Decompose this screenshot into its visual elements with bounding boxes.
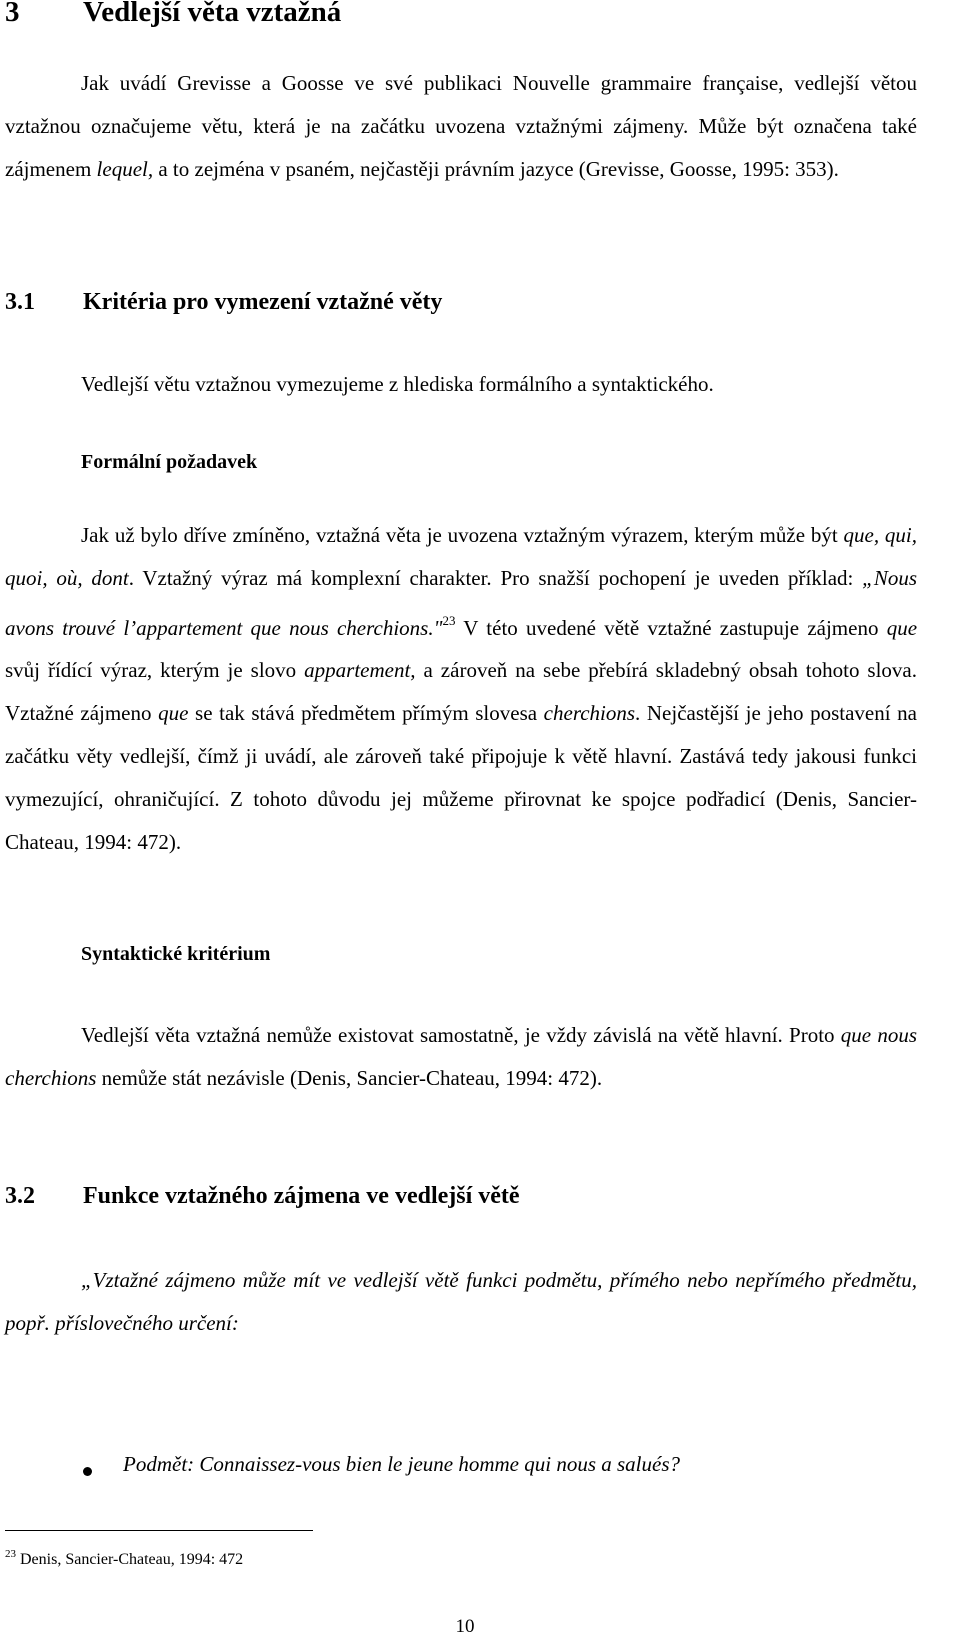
chapter-title: Vedlejší věta vztažná (83, 0, 342, 28)
section-number: 3.1 (5, 289, 35, 315)
formal-paragraph: Jak už bylo dříve zmíněno, vztažná věta je uvozena vztažným výrazem, kterým může být que, qui, quoi, où, dont. Vztažný výraz má komplexní charakter. Pro snažší pochopení je uveden příklad: „Nous avons trouvé l’appartement que nous cherchions."$^{23}$ V této uvedené větě vztažné zastupuje zájmeno que svůj řídící výraz, kterým je slovo appartement, a zároveň na sebe přebírá skladebný obsah tohoto slova. Vztažné zájmeno que se tak stává předmětem přímým slovesa cherchions. Nejčastější je jeho postavení na začátku věty vedlejší, čímž ji uvádí, ale zároveň také připojuje k větě hlavní. Zastává tedy jakousi funkci vymezující, ohraničující. Z tohoto důvodu jej můžeme přirovnat ke spojce podřadicí (Denis, Sancier-Chateau, 1994: 472). (5, 523, 918, 854)
chapter-heading (5, 0, 341, 29)
bullet-icon (83, 1467, 92, 1476)
bullet-item: Podmět: Connaissez-vous bien le jeune homme qui nous a salués? (123, 1452, 681, 1476)
section-title: Funkce vztažného zájmena ve vedlejší větě (83, 1183, 520, 1209)
section-number: 3.2 (5, 1183, 35, 1209)
example-quote: „Nous avons trouvé l’appartement que nous cherchions." (5, 565, 917, 640)
page-number: 10 (455, 1616, 475, 1637)
formal-heading: Formální požadavek (81, 451, 258, 473)
section-title: Kritéria pro vymezení vztažné věty (83, 289, 443, 315)
section-3-2-intro: „Vztažné zájmeno může mít ve vedlejší větě funkci podmětu, přímého nebo nepřímého předmětu, popř. příslovečného určení: (5, 1268, 917, 1335)
section-3-1-lead: Vedlejší větu vztažnou vymezujeme z hlediska formálního a syntaktického. (81, 372, 714, 396)
chapter-number: 3 (5, 0, 20, 28)
footnote-separator (5, 1530, 313, 1531)
footnote (5, 1548, 243, 1569)
intro-paragraph: Jak uvádí Grevisse a Goosse ve své publikaci Nouvelle grammaire française, vedlejší větou vztažnou označujeme větu, která je na začátku uvozena vztažnými zájmeny. Může být označena také zájmenem lequel, a to zejména v psaném, nejčastěji právním jazyce (Grevisse, Goosse, 1995: 353). (5, 71, 917, 181)
term-lequel: lequel, (96, 156, 154, 181)
section-3-2-heading (5, 1183, 520, 1210)
footnote-text: Denis, Sancier-Chateau, 1994: 472 (20, 1551, 244, 1568)
syntax-paragraph: Vedlejší věta vztažná nemůže existovat samostatně, je vždy závislá na větě hlavní. Proto que nous cherchions nemůže stát nezávisle (Denis, Sancier-Chateau, 1994: 472). (5, 1023, 917, 1090)
footnote-ref: 23 (442, 612, 456, 628)
footnote-number: 23 (5, 1548, 16, 1560)
syntax-heading: Syntaktické kritérium (81, 943, 271, 965)
section-3-1-heading (5, 289, 442, 316)
